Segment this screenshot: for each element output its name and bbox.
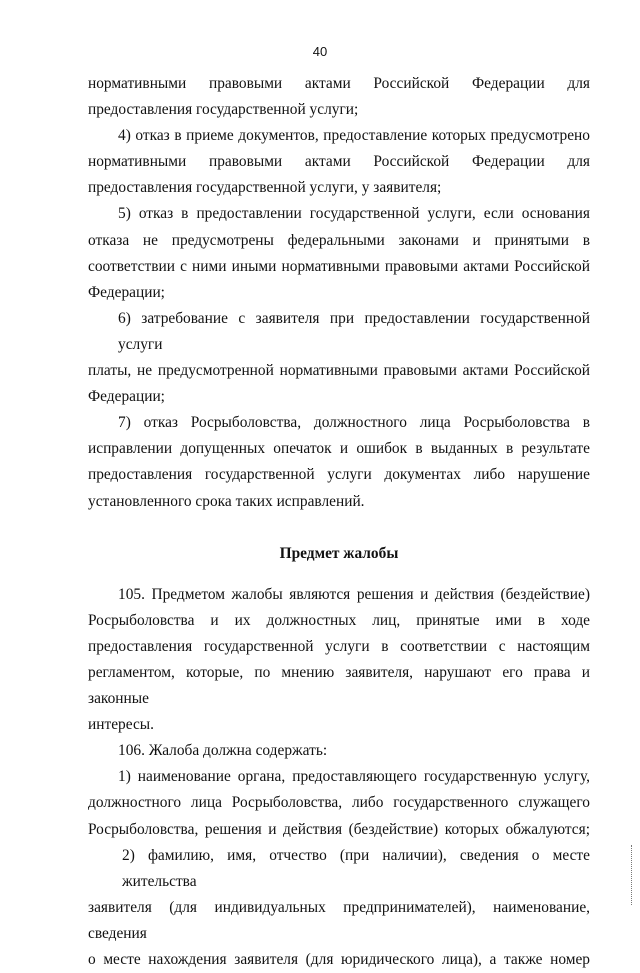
paragraph-item-7: [88, 410, 590, 514]
paragraph-106: [88, 738, 590, 764]
text-line: интересы.: [88, 716, 154, 734]
text-line: Росрыболовства и их должностных лиц, принятые ими в ходе: [88, 611, 590, 629]
text-line: 105. Предметом жалобы являются решения и действия (бездействие): [118, 585, 590, 603]
scan-edge-mark: [631, 845, 634, 905]
text-line: регламентом, которые, по мнению заявителя, нарушают его права и законные: [88, 663, 590, 708]
paragraph-105: [88, 582, 590, 739]
text-line: о месте нахождения заявителя (для юридического лица), а также номер: [88, 951, 590, 968]
text-line: Федерации;: [88, 388, 165, 406]
text-line: Росрыболовства, решения и действия (бездействие) которых обжалуются;: [88, 820, 590, 838]
text-line: 5) отказ в предоставлении государственной услуги, если основания: [118, 205, 590, 223]
text-line: нормативными правовыми актами Российской Федерации для: [88, 75, 590, 92]
document-body: [88, 71, 590, 973]
text-line: предоставления государственной услуги;: [88, 101, 359, 119]
section-heading: Предмет жалобы: [279, 544, 399, 562]
text-line: 4) отказ в приеме документов, предоставление которых предусмотрено: [118, 127, 590, 145]
text-line: 1) наименование органа, предоставляющего государственную услугу,: [118, 768, 590, 786]
text-line: Федерации;: [88, 283, 165, 301]
paragraph-106-item-1: [88, 764, 590, 842]
text-line: соответствии с ними иными нормативными правовыми актами Российской: [88, 257, 590, 275]
text-line: 2) фамилию, имя, отчество (при наличии), сведения о месте жительства: [122, 846, 590, 890]
text-line: предоставления государственной услуги, у заявителя;: [88, 179, 442, 197]
text-line: должностного лица Росрыболовства, либо государственного служащего: [88, 794, 590, 812]
text-line: предоставления государственной услуги в соответствии с настоящим: [88, 637, 590, 655]
text-line: нормативными правовыми актами Российской Федерации для: [88, 153, 590, 171]
text-line: отказа не предусмотрены федеральными законами и принятыми в: [88, 231, 590, 249]
text-line: установленного срока таких исправлений.: [88, 492, 365, 510]
paragraph-item-6: [88, 306, 590, 410]
page-number: 40: [312, 44, 328, 59]
text-line: 6) затребование с заявителя при предоставлении государственной услуги: [118, 309, 590, 353]
paragraph-item-5: [88, 201, 590, 305]
text-line: исправлении допущенных опечаток и ошибок в выданных в результате: [88, 440, 590, 458]
text-line: предоставления государственной услуги документах либо нарушение: [88, 466, 590, 484]
text-line: 7) отказ Росрыболовства, должностного лица Росрыболовства в: [118, 414, 590, 432]
text-line: заявителя (для индивидуальных предпринимателей), наименование, сведения: [88, 898, 590, 942]
text-line: платы, не предусмотренной нормативными правовыми актами Российской: [88, 362, 590, 380]
paragraph-item-4: [88, 123, 590, 201]
text-line: 106. Жалоба должна содержать:: [118, 742, 328, 760]
paragraph-106-item-2: [88, 843, 590, 973]
paragraph-continuation: [88, 71, 590, 123]
